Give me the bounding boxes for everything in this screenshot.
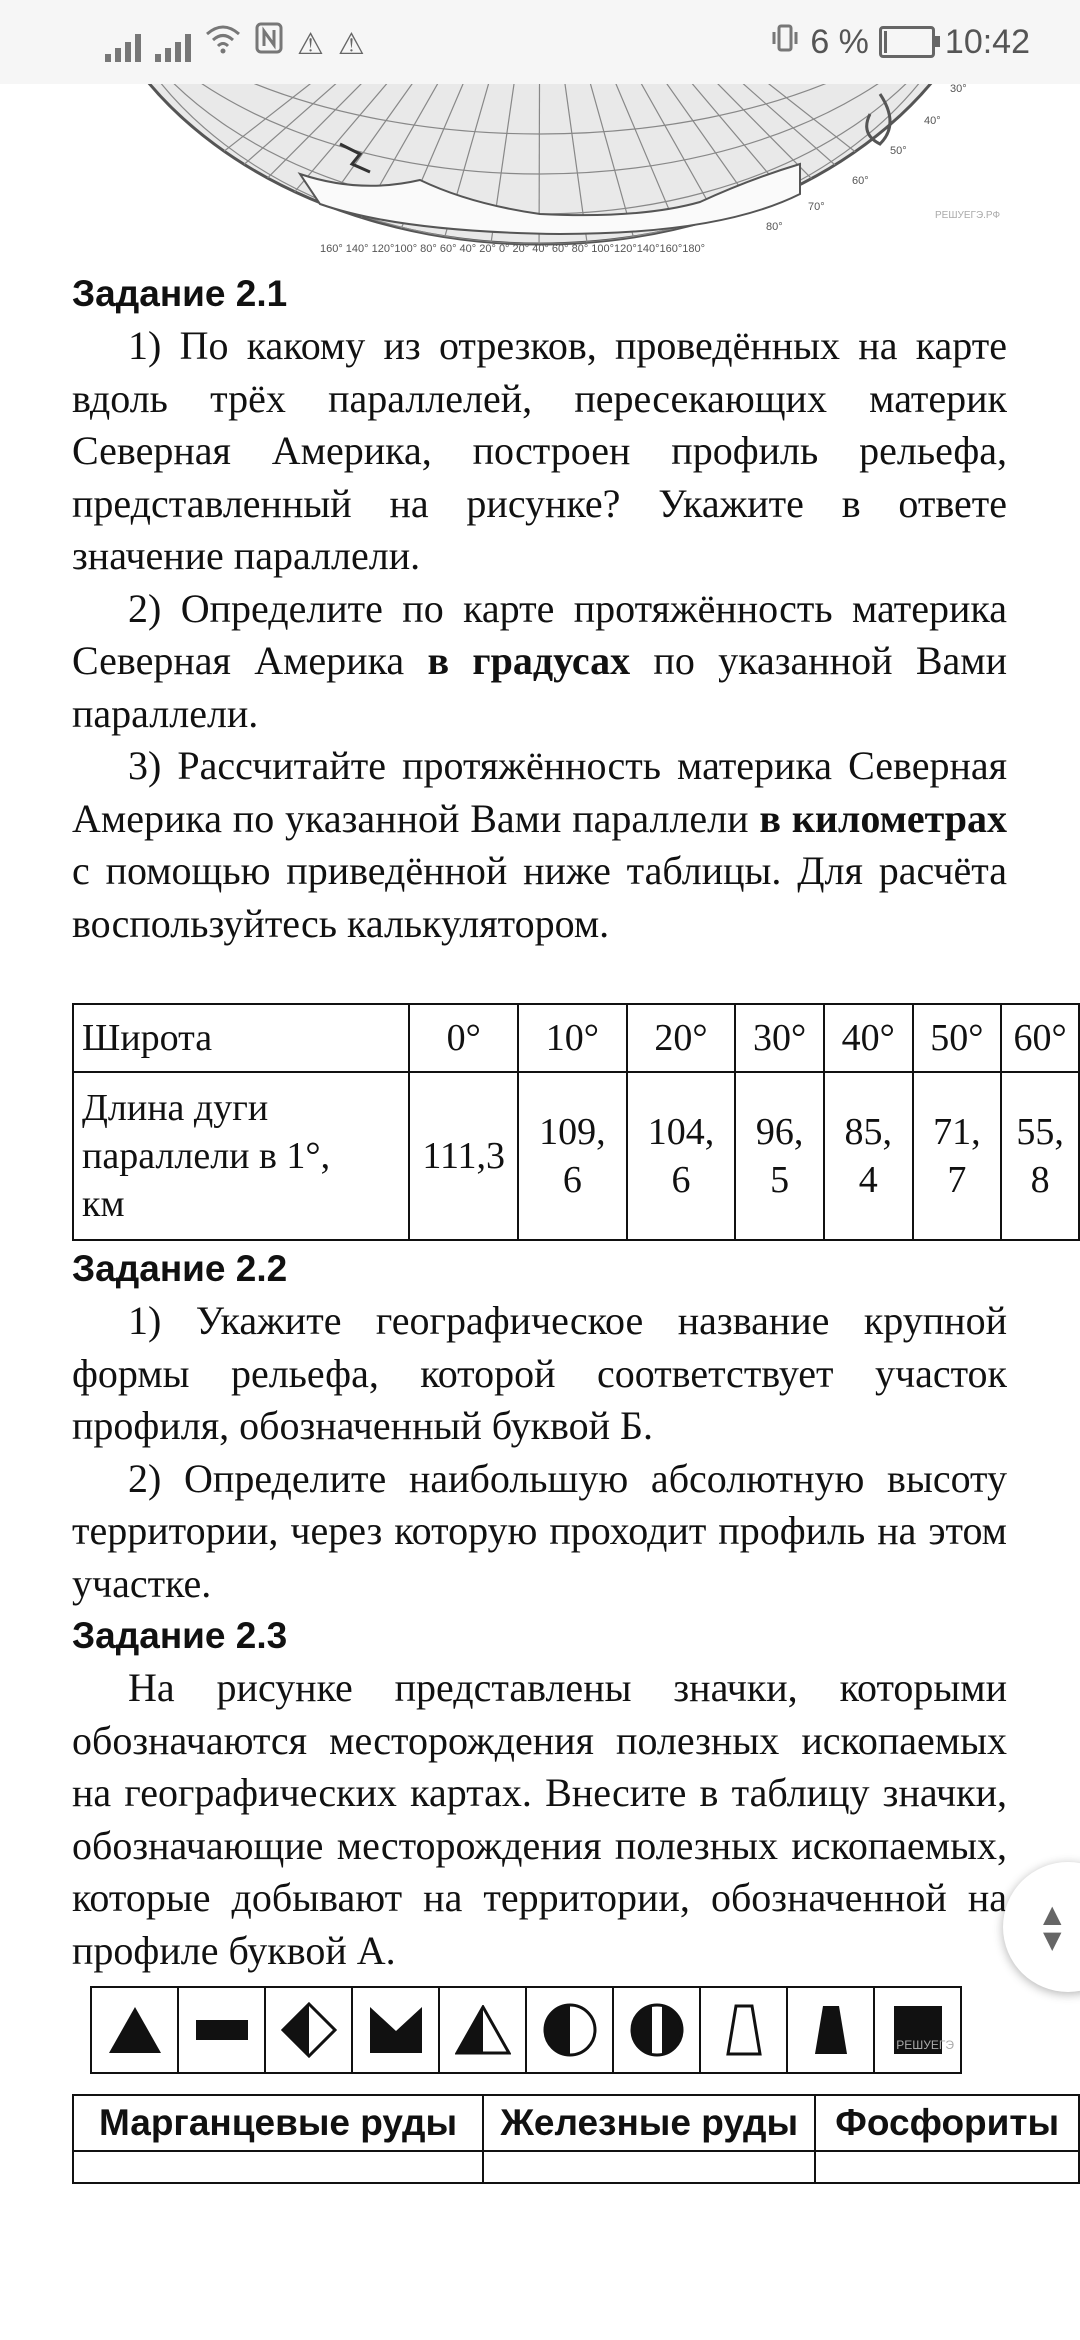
minerals-header: Железные руды [483, 2095, 815, 2151]
cell-text: 55, [1016, 1111, 1064, 1153]
symbols-watermark: РЕШУЕГЭ [896, 2038, 954, 2052]
cell-text: 4 [858, 1159, 878, 1201]
scroll-up-icon[interactable]: ▲ [1043, 1900, 1062, 1928]
half-diamond-icon [266, 1988, 353, 2072]
task-2-1 [72, 268, 1007, 950]
latitude-cell: 60° [1001, 1004, 1079, 1072]
latitude-cell: 40° [824, 1004, 913, 1072]
latitude-cell: 0° [409, 1004, 518, 1072]
scroll-down-icon[interactable]: ▼ [1043, 1926, 1062, 1954]
map-latitude-label: 40° [924, 115, 941, 127]
q3-text-end: с помощью приведённой ниже таблицы. Для расчёта воспользуйтесь калькулятором. [72, 848, 1007, 946]
striped-circle-icon [614, 1988, 701, 2072]
status-bar [0, 0, 1080, 84]
task-2-1-heading: Задание 2.1 [72, 273, 288, 314]
clock: 10:42 [944, 22, 1030, 61]
arc-length-cell [409, 1072, 518, 1240]
row-label-line: Длина дуги [82, 1087, 269, 1129]
map-longitude-scale: 160° 140° 120°100° 80° 60° 40° 20° 0° 20° 40° 60° 80° 100°120°140°160°180° [320, 243, 706, 255]
m-shape-icon [353, 1988, 440, 2072]
q2-text: 2) Определите по карте протяжённость материка Северная Америка [72, 585, 1007, 683]
arc-length-cell [913, 1072, 1002, 1240]
table-header-cell [73, 1072, 409, 1240]
table-row [73, 2095, 1079, 2151]
battery-percent: 6 % [810, 22, 869, 61]
table-row [73, 1004, 1079, 1072]
task-2-3-text: На рисунке представлены значки, которыми обозначаются месторождения полезных ископаемых на географических картах. Внесите в таблицу значки, обозначающие месторождения полезных ископаемых, которые добывают на территории, обозначенной на профиле буквой А. [72, 1665, 1007, 1973]
filled-rectangle-icon [179, 1988, 266, 2072]
latitude-arc-table [72, 1003, 1080, 1241]
cell-text: 111,3 [422, 1135, 506, 1177]
minerals-header: Марганцевые руды [73, 2095, 483, 2151]
map-latitude-label: 60° [852, 175, 869, 187]
arc-length-cell [735, 1072, 824, 1240]
warning-icon: ⚠ [337, 28, 365, 61]
map-fragment [0, 84, 1080, 264]
nfc-icon [255, 22, 283, 62]
map-latitude-label: 50° [890, 145, 907, 157]
cell-text: 6 [562, 1159, 582, 1201]
q2-emphasis: в градусах [427, 638, 631, 683]
arc-length-cell [1001, 1072, 1079, 1240]
cell-text: 85, [844, 1111, 892, 1153]
q2-text-end: по указанной Вами параллели. [72, 638, 1008, 736]
signal-icon [155, 28, 191, 62]
arc-length-cell [518, 1072, 627, 1240]
cell-text: 109, [539, 1111, 606, 1153]
answer-cell[interactable] [815, 2151, 1079, 2183]
latitude-cell: 30° [735, 1004, 824, 1072]
task-2-3-heading: Задание 2.3 [72, 1615, 288, 1656]
cell-text: 8 [1030, 1159, 1050, 1201]
cell-text: 6 [671, 1159, 691, 1201]
task-2-1-question-1: 1) По какому из отрезков, проведённых на карте вдоль трёх параллелей, пересекающих материк Северная Америка, построен профиль рельефа, представленный на рисунке? Укажите в ответе значение параллели. [72, 323, 1007, 578]
arc-length-cell [627, 1072, 736, 1240]
task-2-1-question-2 [72, 583, 1007, 741]
task-2-2-question-2: 2) Определите наибольшую абсолютную высоту территории, через которую проходит профиль на этом участке. [72, 1455, 1007, 1606]
wifi-icon [205, 24, 241, 62]
q3-emphasis: в километрах [759, 795, 1007, 841]
table-row [73, 1072, 1079, 1240]
filled-trapezoid-icon [788, 1988, 875, 2072]
table-row [73, 2151, 1079, 2183]
arc-length-cell [824, 1072, 913, 1240]
task-2-2-heading: Задание 2.2 [72, 1248, 288, 1289]
task-2-2 [72, 1243, 1007, 1977]
battery-icon [879, 26, 935, 58]
cell-text: 104, [647, 1111, 715, 1153]
signal-icon [105, 28, 141, 62]
latitude-cell: 20° [627, 1004, 736, 1072]
map-watermark: РЕШУЕГЭ.РФ [935, 210, 1001, 221]
latitude-cell: 50° [913, 1004, 1002, 1072]
minerals-header: Фосфориты [815, 2095, 1079, 2151]
task-2-2-question-1: 1) Укажите географическое название крупной формы рельефа, которой соответствует участок профиля, обозначенный буквой Б. [72, 1298, 1007, 1448]
vibrate-icon [770, 22, 800, 62]
map-latitude-label: 70° [808, 201, 825, 213]
half-triangle-icon [440, 1988, 527, 2072]
table-header-cell: Широта [73, 1004, 409, 1072]
scroll-button[interactable] [1003, 1862, 1080, 1992]
map-latitude-label: 80° [766, 221, 783, 233]
row-label-line: параллели в 1°, [82, 1135, 331, 1177]
filled-square-icon [875, 1988, 960, 2072]
mineral-symbols-strip [90, 1986, 962, 2074]
cell-text: 96, [755, 1111, 804, 1153]
map-latitude-label: 30° [950, 84, 967, 95]
latitude-cell: 10° [518, 1004, 627, 1072]
cell-text: 7 [947, 1159, 967, 1201]
answer-cell[interactable] [483, 2151, 815, 2183]
row-label-line: км [82, 1183, 125, 1225]
trapezoid-outline-icon [701, 1988, 788, 2072]
cell-text: 71, [933, 1111, 981, 1153]
task-2-1-question-3 [72, 740, 1007, 950]
cell-text: 5 [770, 1159, 790, 1201]
minerals-answer-table [72, 2094, 1080, 2184]
warning-icon: ⚠ [297, 28, 324, 61]
half-circle-icon [527, 1988, 614, 2072]
filled-triangle-icon [92, 1988, 179, 2072]
answer-cell[interactable] [73, 2151, 483, 2183]
q3-text: 3) Рассчитайте протяжённость материка Северная Америка по указанной Вами параллели [72, 743, 1007, 841]
